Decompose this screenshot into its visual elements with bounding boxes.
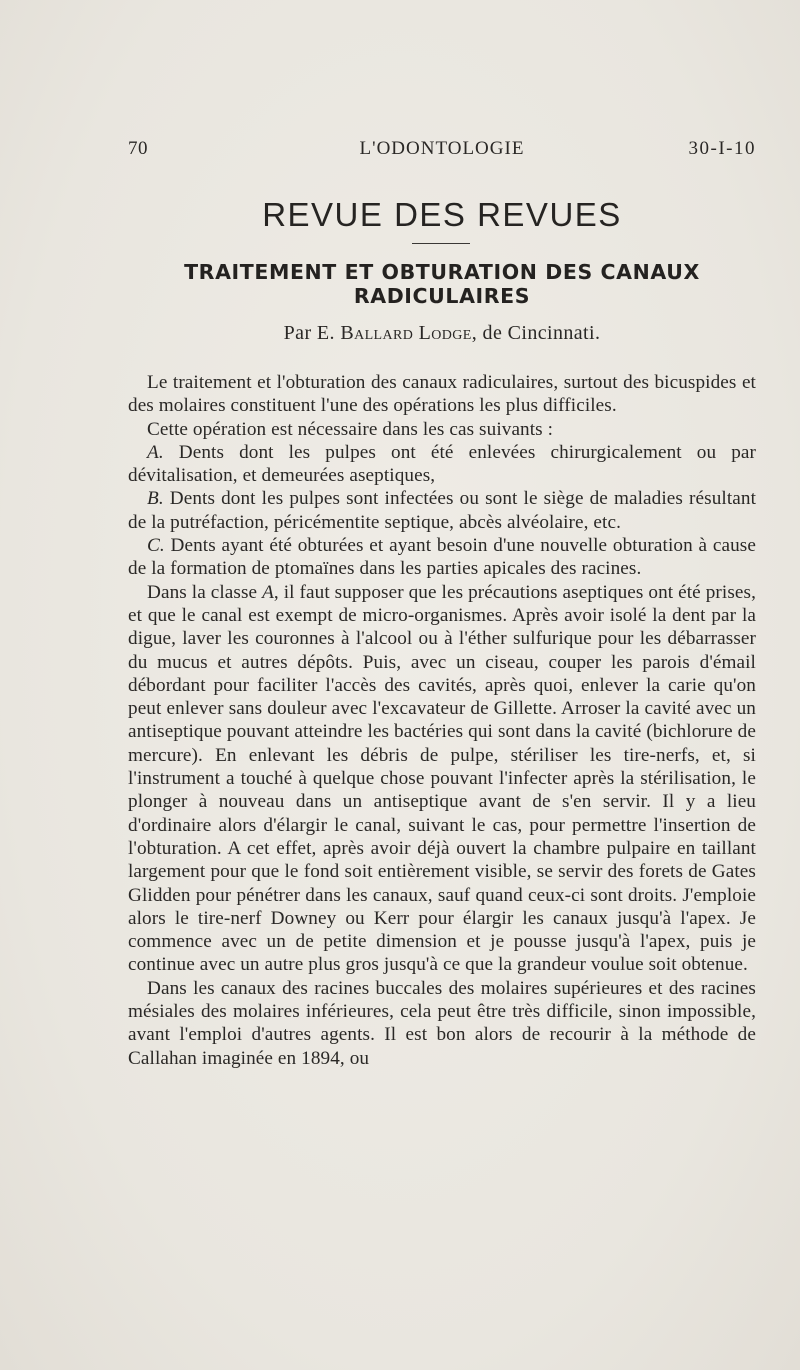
running-head: [128, 138, 756, 168]
class-a-label: A: [262, 581, 274, 603]
class-a-after: , il faut supposer que les précautions aseptiques ont été prises, et que le canal est exempt de micro-organismes. Après avoir isolé la dent par la digue, laver les couronnes à l'alcool ou à l'éther sulfurique pour les débarrasser du mucus et autres dépôts. Puis, avec un ciseau, couper les parois d'émail débordant pour faciliter l'accès des cavités, après quoi, enlever la carie qu'on peut enlever sans douleur avec l'excavateur de Gillette. Arroser la cavité avec un antiseptique pouvant atteindre les bactéries qui sont dans la cavité (bichlorure de mercure). En enlevant les débris de pulpe, stériliser les tire-nerfs, et, si l'instrument a touché à quelque chose pouvant l'infecter après la stérilisation, le plonger à nouveau dans un antiseptique avant de s'en servir. Il y a lieu d'ordinaire alors d'élargir le canal, suivant le cas, pour permettre l'insertion de l'obturation. A cet effet, après avoir déjà ouvert la chambre pulpaire en taillant largement pour que le fond soit entièrement visible, se servir des forets de Gates Glidden pour pénétrer dans les canaux, sauf quand ceux-ci sont droits. J'emploie alors le tire-nerf Downey ou Kerr pour élargir les canaux jusqu'à l'apex. Je commence avec un de petite dimension et je pousse jusqu'à l'apex, puis je continue avec un autre plus gros jusqu'à ce que la grandeur voulue soit obtenue.: [128, 581, 756, 976]
byline-author: Ballard Lodge: [340, 322, 472, 344]
class-a-before: Dans la classe: [147, 581, 263, 603]
article-title: TRAITEMENT ET OBTURATION DES CANAUX RADICULAIRES: [184, 260, 700, 308]
article-body: [128, 371, 756, 1070]
case-a-label: A.: [147, 441, 164, 463]
byline-prefix: Par E.: [283, 322, 335, 344]
case-b-text: Dents dont les pulpes sont infectées ou sont le siège de maladies résultant de la putréfaction, péricémentite septique, abcès alvéolaire, etc.: [128, 488, 756, 533]
case-b-label: B.: [147, 488, 164, 510]
paragraph-class-a: [128, 581, 756, 977]
section-title: REVUE DES REVUES: [262, 196, 622, 233]
page-number: 70: [128, 138, 148, 159]
case-c: [128, 534, 756, 581]
paragraph-cases-intro: Cette opération est nécessaire dans les cas suivants :: [147, 418, 554, 440]
paragraph-intro: Le traitement et l'obturation des canaux radiculaires, surtout des bicuspides et des molaires constituent l'une des opérations les plus difficiles.: [128, 372, 756, 417]
journal-title: L'ODONTOLOGIE: [359, 138, 525, 159]
issue-date: 30-I-10: [688, 138, 756, 159]
paragraph-last: Dans les canaux des racines buccales des molaires supérieures et des racines mésiales des molaires inférieures, cela peut être très difficile, sinon impossible, avant l'emploi d'autres agents. Il est bon alors de recourir à la méthode de Callahan imaginée en 1894, ou: [128, 977, 756, 1069]
case-c-text: Dents ayant été obturées et ayant besoin d'une nouvelle obturation à cause de la formation de ptomaïnes dans les parties apicales des racines.: [128, 535, 756, 580]
case-c-label: C.: [147, 535, 165, 557]
case-b: [128, 487, 756, 534]
byline-suffix: , de Cincinnati.: [471, 322, 601, 344]
title-rule: [412, 243, 470, 244]
byline: [128, 322, 756, 345]
case-a-text: Dents dont les pulpes ont été enlevées chirurgicalement ou par dévitalisation, et demeurées aseptiques,: [128, 441, 756, 487]
case-a: [128, 441, 756, 488]
